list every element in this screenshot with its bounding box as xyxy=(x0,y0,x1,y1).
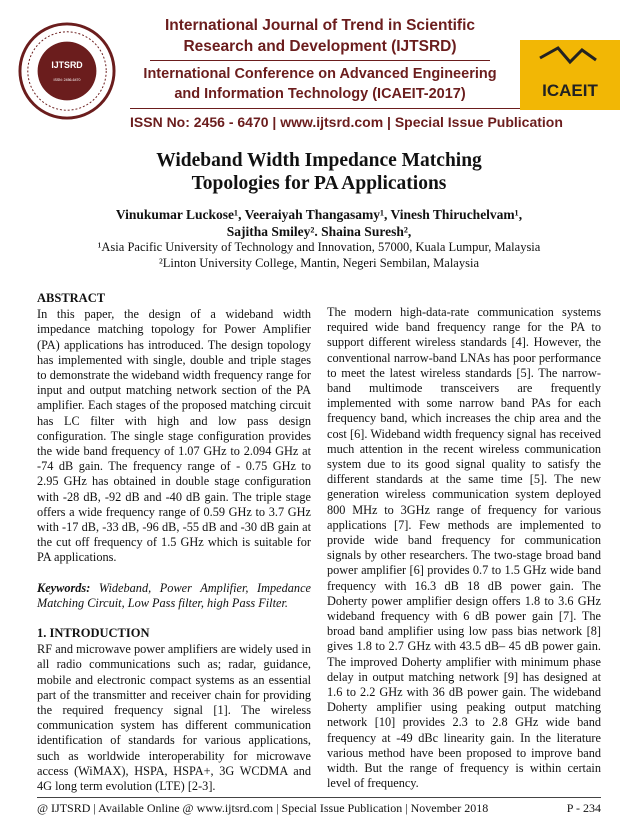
icaeit-logo-text: ICAEIT xyxy=(542,81,598,100)
footer-divider xyxy=(37,797,601,798)
keywords-text: Wideband, Power Amplifier, Impedance Matching Circuit, Low Pass filter, high Pass Filter. xyxy=(37,580,311,610)
keywords-label: Keywords: xyxy=(37,580,91,595)
right-column xyxy=(327,305,601,792)
footer-citation: @ IJTSRD | Available Online @ www.ijtsrd.com | Special Issue Publication | November 2018 xyxy=(37,801,489,815)
left-column xyxy=(37,291,311,794)
ijtsrd-seal-logo xyxy=(18,22,116,120)
paper-title-line2: Topologies for PA Applications xyxy=(191,173,447,194)
journal-name-line1: International Journal of Trend in Scientific xyxy=(164,17,476,34)
affiliation-2: ²Linton University College, Mantin, Negeri Sembilan, Malaysia xyxy=(158,256,479,270)
abstract-text: In this paper, the design of a wideband width impedance matching topology for Power Amplifier (PA) applications has introduced. The design topology has implemented with single, double and triple stages to demonstrate the wideband width frequency range for input and output matching network section of the PA amplifier. Each stages of the proposed matching circuit has LC filter with high and low pass design configuration. The single stage configuration provides the wide band frequency of 1.07 GHz to 2.094 GHz at -74 dB gain. The frequency range of - 0.75 GHz to 2.95 GHz has obtained in double stage configuration with -28 dB, -92 dB and -40 dB gain. The triple stage offers a wide frequency range of 0.59 GHz to 3.7 GHz with -17 dB, -33 dB, -96 dB, -55 dB and -30 dB gain at the cut off frequency of 1.5 GHz which is suitable for PA applications. xyxy=(37,307,311,565)
conference-name-line1: International Conference on Advanced Engineering xyxy=(143,66,497,82)
conference-name-line2: and Information Technology (ICAEIT-2017) xyxy=(174,86,466,102)
issn-line: ISSN No: 2456 - 6470 | www.ijtsrd.com | Special Issue Publication xyxy=(130,114,563,130)
page-number: P - 234 xyxy=(566,801,601,815)
right-column-text: The modern high-data-rate communication systems required wide band frequency range for the PA to support different wireless standards [4]. However, the conventional narrow-band LNAs has poor performance to meet the latest wireless standards [5]. The narrow- band multimode transceivers are frequently implemented with some narrow band PAs for each frequency band, which increases the chip area and the cost [6]. Wideband width frequency signal has received much attention in the recent wireless communication system due to its good signal quality to satisfy the different standards at the same time [5]. The new generation wireless communication system deployed 800 MHz to 3GHz range of frequency for various applications [7]. Few methods are implemented to provide wide band frequency for communication signals by other researchers. The two-stage broad band power amplifier [6] provides 0.7 to 1.5 GHz wide band frequency with 16.3 dB 18 dB power gain. The Doherty power amplifier design offers 1.8 to 3.6 GHz wideband frequency with 6 dB power gain [7]. The broad band amplifier using low pass bias network [8] gives 1.8 to 2.7 GHz with 43.5 dB– 45 dB power gain. The improved Doherty amplifier with minimum phase delay in output matching network [9] has designed at 1.6 to 2.2 GHz with 36 dB power gain. The wideband Doherty amplifier using peaking output matching network [10] provides 2.3 to 2.8 GHz wide band frequency at -49 dBc linearity gain. In the literature various method have been proposed to improve band width. But the range of frequency is within certain level of frequency. xyxy=(327,305,601,791)
abstract-heading: ABSTRACT xyxy=(37,291,106,305)
header-divider xyxy=(150,60,490,61)
authors-line1: Vinukumar Luckose¹, Veeraiyah Thangasamy¹, Vinesh Thiruchelvam¹, xyxy=(115,207,523,222)
icaeit-logo xyxy=(520,40,620,110)
introduction-heading: 1. INTRODUCTION xyxy=(37,626,150,641)
seal-text-top: IJTSRD xyxy=(51,60,83,71)
keywords xyxy=(37,581,311,611)
journal-name-line2: Research and Development (IJTSRD) xyxy=(183,38,457,55)
page-header xyxy=(0,0,638,140)
paper-title-line1: Wideband Width Impedance Matching xyxy=(156,150,482,171)
introduction-text: RF and microwave power amplifiers are widely used in all radio communications such as; radar, guidance, mobile and electronic compact systems as an essential part of the transmitter and receiver chain for providing the required frequency signal [1]. The wireless communication system has different communication identification of standards for various applications, such as worldwide interoperability for microwave access (WiMAX), HSPA, HSPA+, 3G WCDMA and 4G long term evolution (LTE) [2-3]. xyxy=(37,642,311,794)
seal-text-issn: ISSN: 2456-6470 xyxy=(53,77,81,82)
authors-line2: Sajitha Smiley². Shaina Suresh², xyxy=(226,224,412,239)
affiliation-1: ¹Asia Pacific University of Technology and Innovation, 57000, Kuala Lumpur, Malaysia xyxy=(97,240,541,254)
